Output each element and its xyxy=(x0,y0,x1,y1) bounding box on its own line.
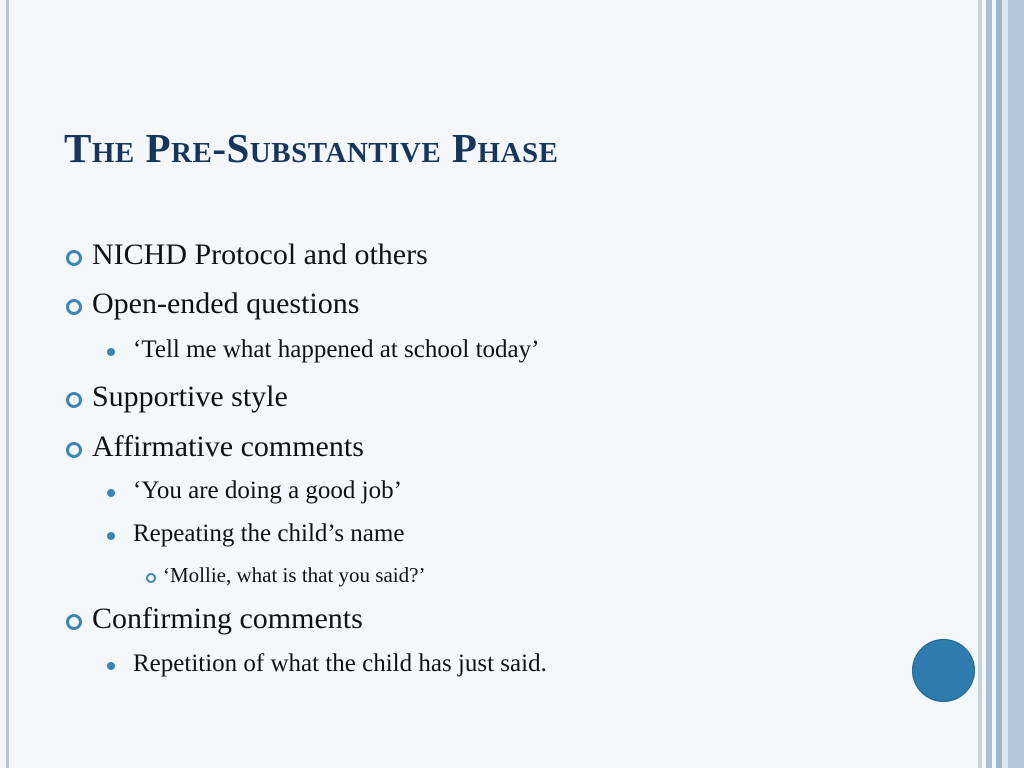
list-item: ‘Mollie, what is that you said?’ xyxy=(163,563,426,587)
list-item: NICHD Protocol and others xyxy=(92,238,428,271)
list-item: Affirmative comments xyxy=(92,430,364,463)
filled-bullet-icon xyxy=(107,532,115,540)
list-item: Confirming comments xyxy=(92,602,363,635)
list-item: Open-ended questions xyxy=(92,287,360,320)
hollow-bullet-icon xyxy=(66,299,82,315)
hollow-bullet-icon xyxy=(66,250,82,266)
small-hollow-bullet-icon xyxy=(146,573,156,583)
list-item: Repetition of what the child has just said. xyxy=(133,650,547,677)
filled-bullet-icon xyxy=(107,662,115,670)
list-item: ‘Tell me what happened at school today’ xyxy=(133,336,540,363)
hollow-bullet-icon xyxy=(66,442,82,458)
list-item: Repeating the child’s name xyxy=(133,520,405,547)
slide-title: The Pre-Substantive Phase xyxy=(64,125,559,171)
filled-bullet-icon xyxy=(107,348,115,356)
decorative-circle xyxy=(912,639,975,702)
hollow-bullet-icon xyxy=(66,392,82,408)
right-frame-stripe xyxy=(1008,0,1024,768)
hollow-bullet-icon xyxy=(66,614,82,630)
list-item: Supportive style xyxy=(92,380,288,413)
list-item: ‘You are doing a good job’ xyxy=(133,477,402,504)
filled-bullet-icon xyxy=(107,489,115,497)
